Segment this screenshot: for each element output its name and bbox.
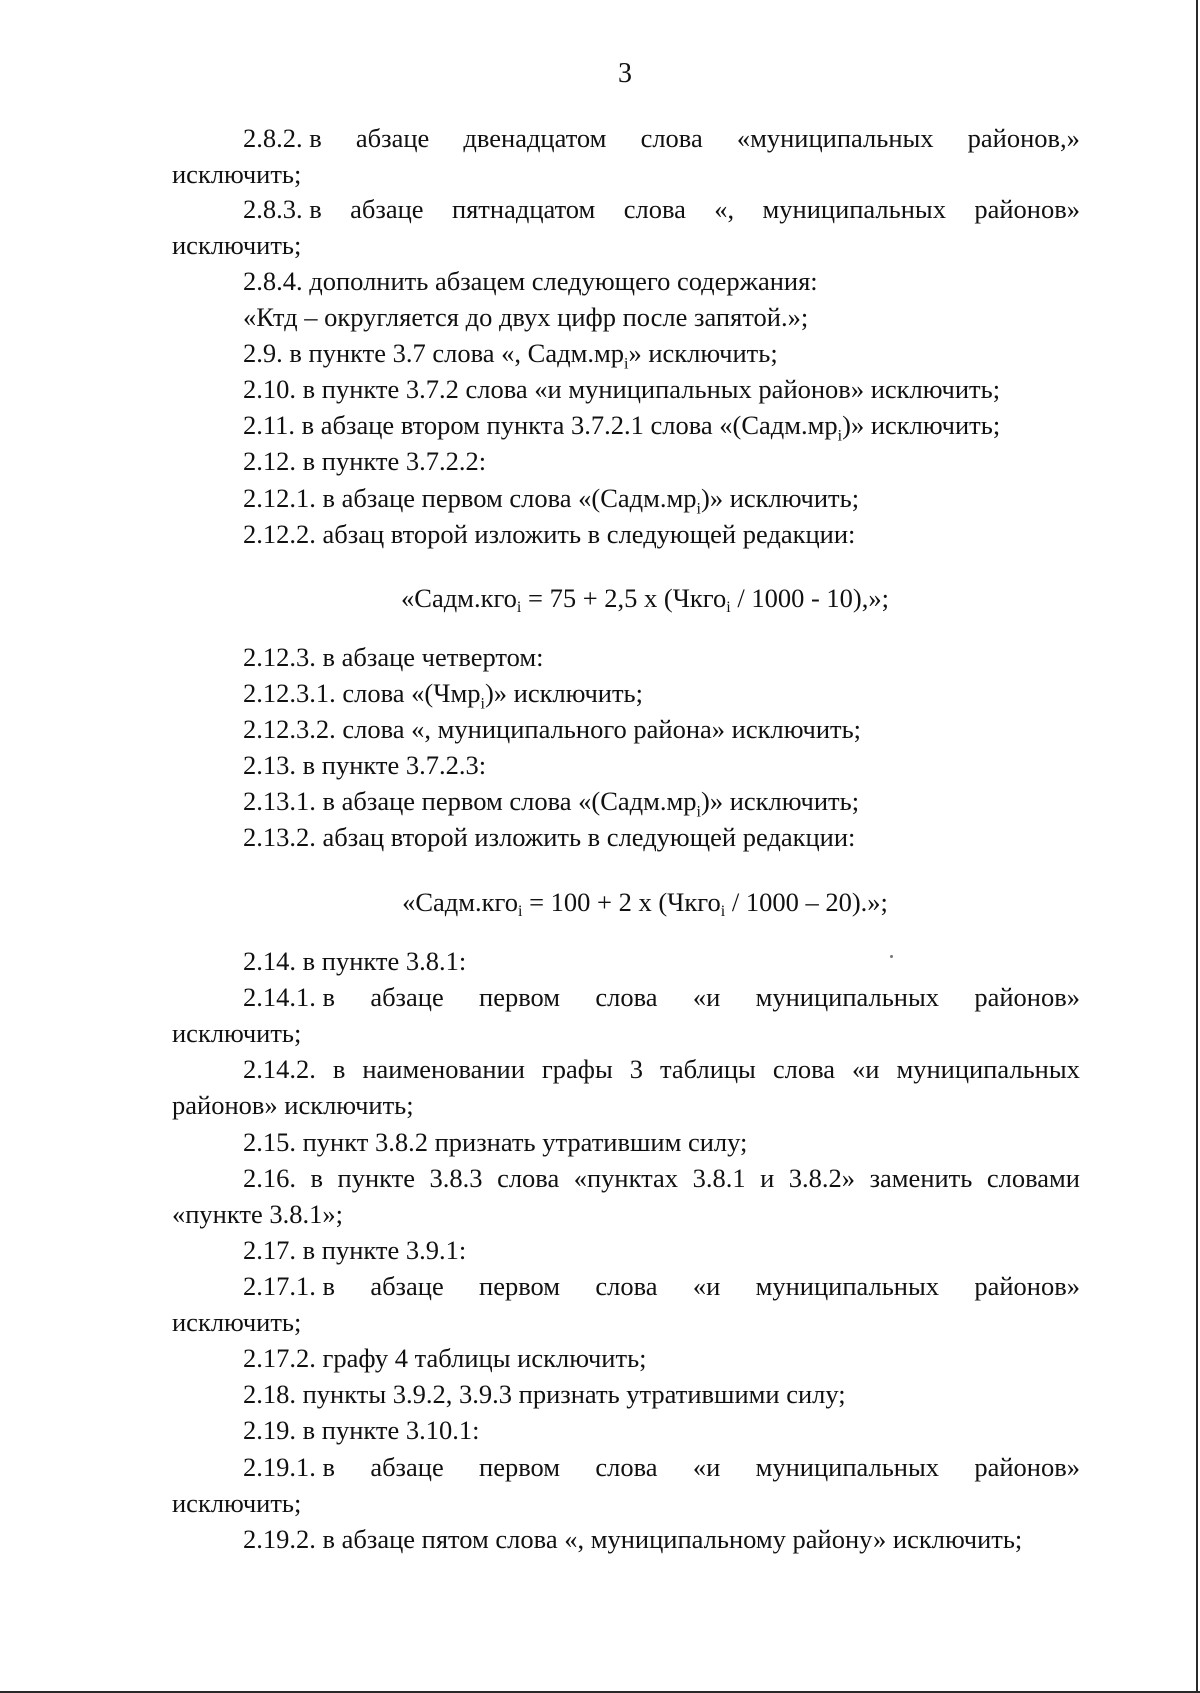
word: 2.14.1. в [243,982,336,1012]
word: 2.14.2. [243,1054,316,1084]
page-number: 3 [618,58,632,89]
paragraph-2-8-3-line-1 [0,192,1200,226]
formula-text: = 75 + 2,5 х (Чкго [521,583,727,613]
subscript: i [720,903,726,920]
word: районов» [974,1271,1080,1301]
text: 2.13.1. в абзаце первом слова «(Садм.мр [243,786,697,816]
subscript: i [518,903,523,920]
word: «, [714,194,735,224]
subscript: i [696,803,701,821]
subscript: i [516,599,522,616]
word: абзаце [355,123,430,153]
word: в [310,1163,324,1193]
word: муниципальных [755,982,940,1012]
paragraph-2-16-line-2: «пункте 3.8.1»; [172,1199,343,1229]
text: )» исключить; [842,410,1001,440]
word: словами [986,1163,1080,1193]
word: графы [541,1054,613,1084]
formula-text: «Садм.кго [401,583,517,613]
word: пятнадцатом [451,194,596,224]
word: и [760,1163,775,1193]
subscript: i [696,500,701,518]
word: слова [497,1163,560,1193]
text: )» исключить; [484,678,644,708]
word: муниципальных [755,1271,940,1301]
paragraph-2-19-2: 2.19.2. в абзаце пятом слова «, муниципальному району» исключить; [243,1524,1023,1554]
word: слова [595,982,658,1012]
word: 2.8.3. в [243,194,322,224]
word: «и [852,1054,880,1084]
paragraph-ktd: «Ктд – округляется до двух цифр после запятой.»; [243,302,809,332]
word: «муниципальных [736,123,934,153]
paragraph-2-17-1-line-1 [0,1269,1200,1303]
word: абзаце [370,1271,444,1301]
text: )» исключить; [701,786,860,816]
paragraph-2-14-2-line-1 [0,1052,1200,1086]
word: муниципальных [762,194,946,224]
word: слова [640,123,703,153]
word: «и [692,1452,721,1482]
paragraph-2-12: 2.12. в пункте 3.7.2.2: [243,446,487,476]
word: муниципальных [755,1452,940,1482]
word: в [332,1054,346,1084]
subscript: i [624,355,629,373]
text: 2.11. в абзаце втором пункта 3.7.2.1 слова «(Садм.мр [243,410,838,440]
paragraph-2-12-3: 2.12.3. в абзаце четвертом: [243,642,544,672]
scan-edge-right [1196,0,1198,1693]
formula-text: = 100 + 2 х (Чкго [522,887,721,917]
word: абзаце [350,194,424,224]
paragraph-2-8-2-line-2: исключить; [172,159,302,189]
paragraph-2-15: 2.15. пункт 3.8.2 признать утратившим силу; [243,1127,748,1157]
word: районов» [974,194,1080,224]
word: районов» [974,982,1080,1012]
word: 3 [629,1054,643,1084]
word: 3.8.1 [692,1163,746,1193]
text: 2.12.3.1. слова «(Чмр [243,678,481,708]
paragraph-2-14-1-line-2: исключить; [172,1018,302,1048]
paragraph-2-8-3-line-2: исключить; [172,230,302,260]
paragraph-2-10: 2.10. в пункте 3.7.2 слова «и муниципальных районов» исключить; [243,374,1001,404]
word: районов» [974,1452,1080,1482]
word: двенадцатом [463,123,607,153]
paragraph-2-19-1-line-1 [0,1450,1200,1484]
paragraph-2-17-2: 2.17.2. графу 4 таблицы исключить; [243,1343,647,1373]
word: пункте [337,1163,416,1193]
word: слова [623,194,686,224]
formula-text: / 1000 - 10),»; [730,583,889,613]
paragraph-2-17: 2.17. в пункте 3.9.1: [243,1235,467,1265]
word: первом [479,1452,561,1482]
word: муниципальных [896,1054,1080,1084]
word: таблицы [659,1054,756,1084]
word: заменить [869,1163,973,1193]
paragraph-2-18: 2.18. пункты 3.9.2, 3.9.3 признать утратившими силу; [243,1379,846,1409]
word: «и [692,1271,721,1301]
paragraph-2-19: 2.19. в пункте 3.10.1: [243,1415,480,1445]
text: 2.12.1. в абзаце первом слова «(Садм.мр [243,483,697,513]
word: слова [595,1271,658,1301]
word: районов,» [967,123,1080,153]
paragraph-2-8-2-line-1 [0,121,1200,155]
paragraph-2-12-2: 2.12.2. абзац второй изложить в следующей редакции: [243,519,856,549]
word: «пунктах [573,1163,679,1193]
subscript: i [480,695,485,713]
paragraph-2-14-1-line-1 [0,980,1200,1014]
word: 3.8.2» [788,1163,856,1193]
word: 2.17.1. в [243,1271,336,1301]
text: » исключить; [628,338,778,368]
paragraph-2-17-1-line-2: исключить; [172,1307,302,1337]
paragraph-2-19-1-line-2: исключить; [172,1488,302,1518]
scan-speck [890,955,893,958]
paragraph-2-13: 2.13. в пункте 3.7.2.3: [243,750,487,780]
word: первом [479,982,561,1012]
word: абзаце [370,982,444,1012]
formula-text: «Садм.кго [402,887,519,917]
formula-2 [0,885,1200,929]
word: 2.16. [243,1163,296,1193]
paragraph-2-8-4: 2.8.4. дополнить абзацем следующего содержания: [243,266,818,296]
word: наименовании [362,1054,525,1084]
word: 2.8.2. в [243,123,322,153]
formula-text: / 1000 – 20).»; [725,887,888,917]
word: первом [479,1271,561,1301]
formula-1 [0,581,1200,625]
word: 3.8.3 [429,1163,483,1193]
paragraph-2-12-3-2: 2.12.3.2. слова «, муниципального района» исключить; [243,714,862,744]
paragraph-2-14: 2.14. в пункте 3.8.1: [243,946,467,976]
paragraph-2-13-2: 2.13.2. абзац второй изложить в следующей редакции: [243,822,856,852]
paragraph-2-14-2-line-2: районов» исключить; [172,1090,414,1120]
subscript: i [837,427,843,445]
word: «и [692,982,721,1012]
word: абзаце [370,1452,444,1482]
paragraph-2-16-line-1 [0,1161,1200,1195]
text: )» исключить; [701,483,860,513]
word: 2.19.1. в [243,1452,336,1482]
word: слова [772,1054,836,1084]
word: слова [595,1452,658,1482]
subscript: i [726,599,731,616]
text: 2.9. в пункте 3.7 слова «, Садм.мр [243,338,624,368]
